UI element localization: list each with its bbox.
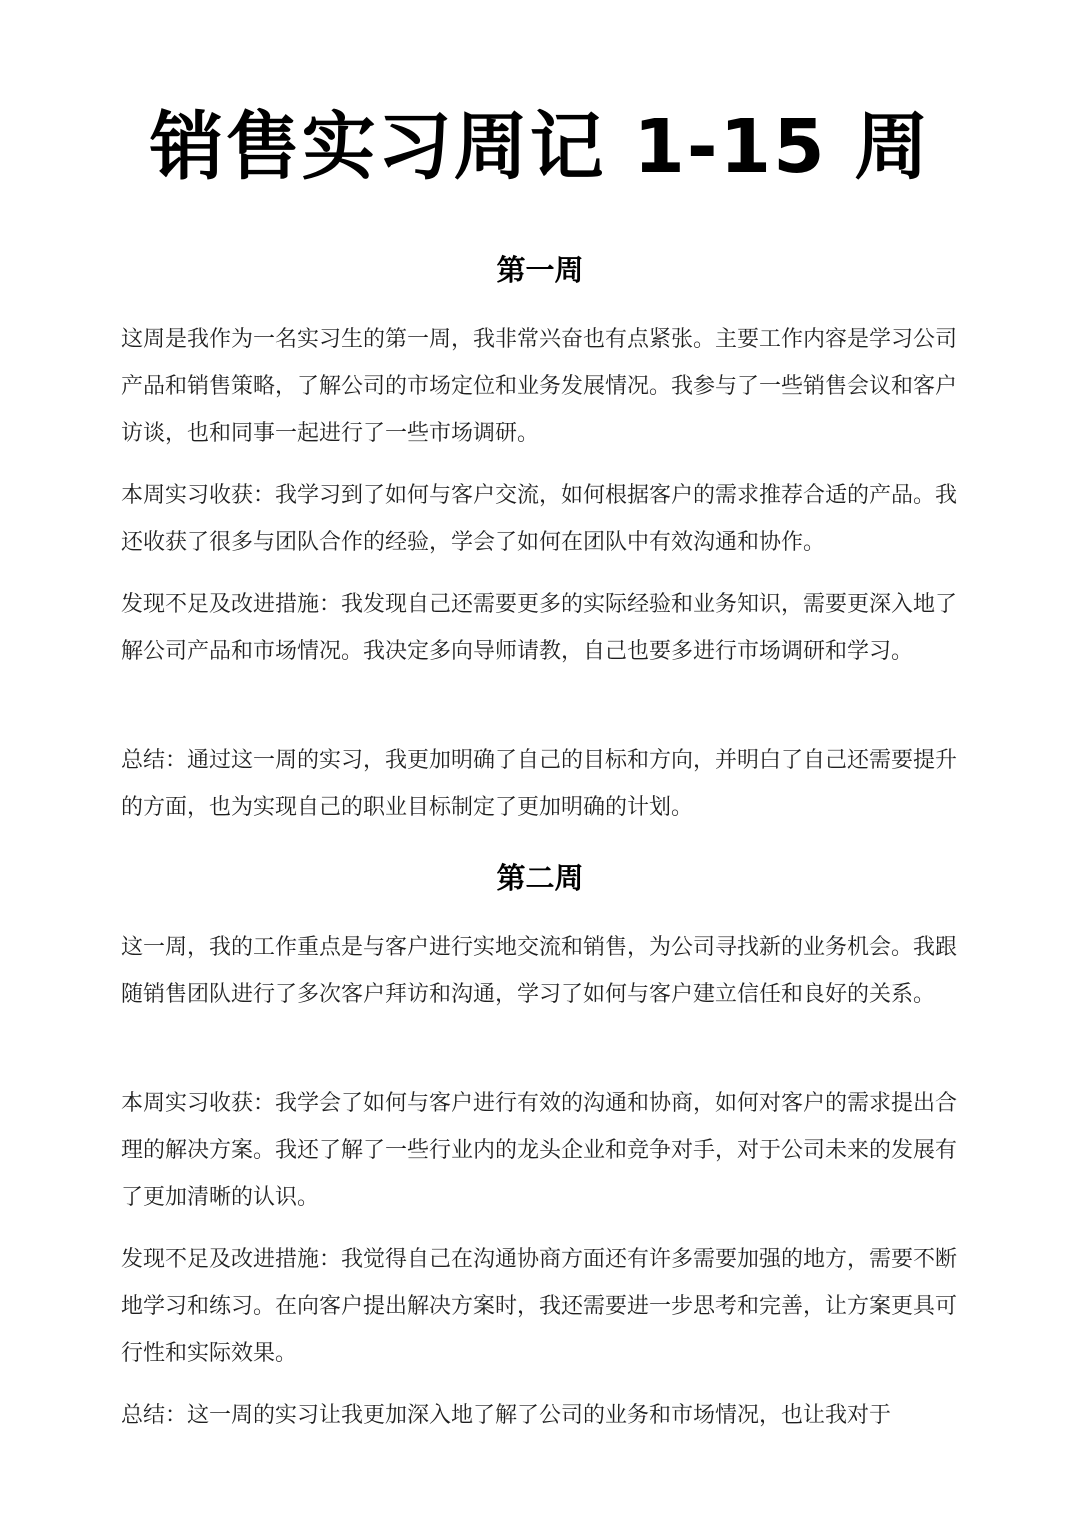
- section-heading-week-1: 第一周: [496, 253, 584, 287]
- paragraph: 总结：通过这一周的实习，我更加明确了自己的目标和方向，并明白了自己还需要提升的方面，也为实现自己的职业目标制定了更加明确的计划。: [121, 748, 958, 820]
- paragraph: 发现不足及改进措施：我觉得自己在沟通协商方面还有许多需要加强的地方，需要不断地学习和练习。在向客户提出解决方案时，我还需要进一步思考和完善，让方案更具可行性和实际效果。: [121, 1247, 958, 1366]
- paragraph: 发现不足及改进措施：我发现自己还需要更多的实际经验和业务知识，需要更深入地了解公司产品和市场情况。我决定多向导师请教，自己也要多进行市场调研和学习。: [121, 592, 958, 664]
- document-title: 销售实习周记 1-15 周: [149, 104, 931, 190]
- section-heading-week-2: 第二周: [496, 861, 584, 895]
- paragraph: 这周是我作为一名实习生的第一周，我非常兴奋也有点紧张。主要工作内容是学习公司产品和销售策略，了解公司的市场定位和业务发展情况。我参与了一些销售会议和客户访谈，也和同事一起进行了一些市场调研。: [121, 327, 958, 446]
- paragraph: 本周实习收获：我学会了如何与客户进行有效的沟通和协商，如何对客户的需求提出合理的解决方案。我还了解了一些行业内的龙头企业和竞争对手，对于公司未来的发展有了更加清晰的认识。: [121, 1091, 958, 1210]
- paragraph: 总结：这一周的实习让我更加深入地了解了公司的业务和市场情况，也让我对于: [121, 1403, 892, 1428]
- paragraph: 这一周，我的工作重点是与客户进行实地交流和销售，为公司寻找新的业务机会。我跟随销售团队进行了多次客户拜访和沟通，学习了如何与客户建立信任和良好的关系。: [121, 935, 958, 1007]
- paragraph: 本周实习收获：我学习到了如何与客户交流，如何根据客户的需求推荐合适的产品。我还收获了很多与团队合作的经验，学会了如何在团队中有效沟通和协作。: [121, 483, 958, 555]
